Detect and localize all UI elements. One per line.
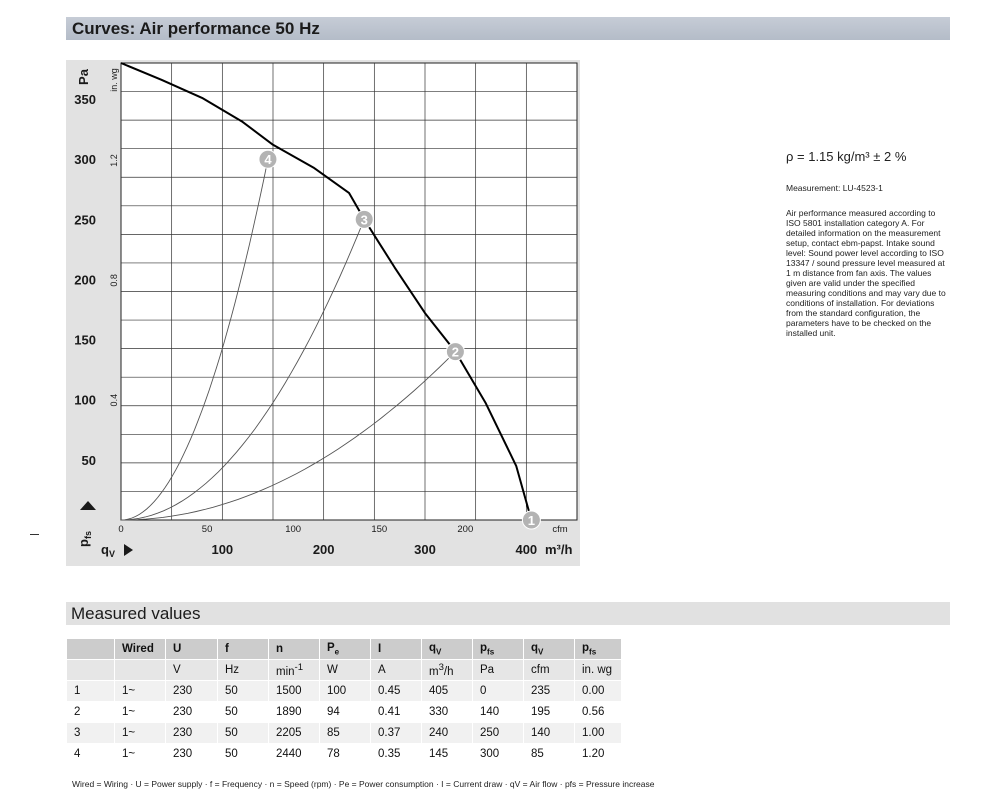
x-tick-label-cfm: 0 — [118, 524, 124, 535]
unit-u: V — [166, 660, 217, 680]
x-tick-label-cfm: 150 — [371, 524, 388, 535]
cell: 0.37 — [371, 723, 421, 743]
cell: 195 — [524, 702, 574, 722]
cell: 100 — [320, 681, 370, 701]
cell: 330 — [422, 702, 472, 722]
measurement-description: Air performance measured according to ISO 5801 installation category A. For detailed information on the measurement setup, contact ebm-papst. Intake sound level: Sound power level according to ISO 13347 / sound pressure level measured at 1 m distance from fan axis. The values given are valid under the specified measuring conditions and may vary due to conditions of installation. For deviations from the standard configuration, the parameters have to be checked on the installed unit. — [786, 208, 946, 338]
x-axis-label-m3h: m³/h — [545, 542, 573, 557]
cell: 2 — [67, 702, 114, 722]
operating-point-label-3: 3 — [360, 212, 368, 228]
table-row — [67, 681, 621, 701]
col-pfs-inwg-header: $p_{fs}$ — [575, 639, 621, 659]
col-i-header: I — [371, 639, 421, 659]
table-unit-row — [67, 660, 621, 680]
table-row — [67, 744, 621, 764]
measured-header — [66, 602, 950, 625]
col-f-header: f — [218, 639, 268, 659]
density-note: ρ = 1.15 kg/m³ ± 2 % — [786, 149, 907, 164]
cell: 2440 — [269, 744, 319, 764]
cell: 1.20 — [575, 744, 621, 764]
cell: 50 — [218, 681, 268, 701]
cell: 405 — [422, 681, 472, 701]
cell: 2205 — [269, 723, 319, 743]
cell: 230 — [166, 744, 217, 764]
cell: 230 — [166, 702, 217, 722]
cell: 140 — [473, 702, 523, 722]
col-pe-header: $P_e$ — [320, 639, 370, 659]
x-axis-symbol-subscript: V — [108, 549, 115, 559]
cell: 50 — [218, 744, 268, 764]
cell: 240 — [422, 723, 472, 743]
cell: 235 — [524, 681, 574, 701]
curves-title: Curves: Air performance 50 Hz — [72, 19, 320, 38]
cell: 1500 — [269, 681, 319, 701]
cell: 1~ — [115, 702, 165, 722]
y-tick-label-pa: 250 — [74, 212, 96, 228]
cell: 0.45 — [371, 681, 421, 701]
y-axis-label-pa: Pa — [76, 69, 91, 85]
cell: 50 — [218, 702, 268, 722]
table-row — [67, 702, 621, 722]
x-tick-label-m3h: 200 — [312, 542, 335, 557]
cell: 0.56 — [575, 702, 621, 722]
x-axis-symbol-qv: $q_V$ — [101, 542, 115, 559]
unit-qv-m3h: $m^3/h$ — [422, 660, 472, 680]
col-wired-header: Wired — [115, 639, 165, 659]
cell: 145 — [422, 744, 472, 764]
cell: 1 — [67, 681, 114, 701]
col-pfs-pa-header: $p_{fs}$ — [473, 639, 523, 659]
operating-point-label-4: 4 — [264, 152, 272, 168]
table-header-row — [67, 639, 621, 659]
x-tick-label-m3h: 100 — [211, 542, 234, 557]
unit-qv-cfm: cfm — [524, 660, 574, 680]
table-row — [67, 723, 621, 743]
x-tick-label-m3h: 300 — [414, 542, 436, 557]
unit-index — [67, 660, 114, 680]
unit-pfs-pa: Pa — [473, 660, 523, 680]
y-axis-symbol-subscript: fs — [83, 531, 93, 540]
air-performance-chart — [66, 60, 580, 566]
cell: 0.41 — [371, 702, 421, 722]
y-tick-label-pa: 300 — [74, 152, 96, 168]
cell: 0 — [473, 681, 523, 701]
margin-dash — [30, 534, 39, 535]
y-axis-label-inwg: in. wg — [109, 68, 119, 92]
cell: 1890 — [269, 702, 319, 722]
x-tick-label-cfm: 50 — [201, 524, 213, 535]
curves-header — [66, 17, 950, 40]
y-axis-symbol-pfs: $p_{fs}$ — [76, 531, 93, 547]
cell: 1~ — [115, 723, 165, 743]
y-tick-label-pa: 100 — [74, 392, 96, 408]
cell: 3 — [67, 723, 114, 743]
cell: 94 — [320, 702, 370, 722]
y-tick-label-pa: 350 — [74, 92, 96, 108]
cell: 300 — [473, 744, 523, 764]
col-index-header — [67, 639, 114, 659]
unit-wired — [115, 660, 165, 680]
unit-pfs-inwg: in. wg — [575, 660, 621, 680]
operating-point-label-2: 2 — [451, 344, 460, 360]
cell: 1.00 — [575, 723, 621, 743]
measurement-id: Measurement: LU-4523-1 — [786, 183, 883, 193]
unit-i: A — [371, 660, 421, 680]
y-tick-label-pa: 150 — [74, 332, 96, 348]
cell: 85 — [524, 744, 574, 764]
measured-values-table — [66, 638, 622, 765]
y-tick-label-inwg: 0.8 — [109, 274, 119, 287]
col-qv-cfm-header: $q_V$ — [524, 639, 574, 659]
x-axis-label-cfm: cfm — [552, 524, 568, 535]
cell: 78 — [320, 744, 370, 764]
col-n-header: n — [269, 639, 319, 659]
x-tick-label-cfm: 200 — [457, 524, 474, 535]
measured-title: Measured values — [71, 604, 201, 623]
col-qv-m3h-header: $q_V$ — [422, 639, 472, 659]
y-tick-label-inwg: 0.4 — [109, 393, 119, 407]
operating-point-label-1: 1 — [527, 513, 536, 528]
col-u-header: U — [166, 639, 217, 659]
y-tick-label-pa: 50 — [81, 452, 96, 468]
cell: 1~ — [115, 744, 165, 764]
cell: 140 — [524, 723, 574, 743]
unit-pe: W — [320, 660, 370, 680]
y-tick-label-inwg: 1.2 — [109, 154, 119, 167]
unit-f: Hz — [218, 660, 268, 680]
cell: 250 — [473, 723, 523, 743]
cell: 0.35 — [371, 744, 421, 764]
cell: 85 — [320, 723, 370, 743]
table-legend: Wired = Wiring · U = Power supply · f = Frequency · n = Speed (rpm) · Pe = Power consumption · I = Current draw · qV = Air flow · pfs = Pressure increase — [72, 779, 655, 789]
cell: 0.00 — [575, 681, 621, 701]
cell: 1~ — [115, 681, 165, 701]
x-tick-label-m3h: 400 — [515, 542, 538, 557]
cell: 230 — [166, 681, 217, 701]
cell: 230 — [166, 723, 217, 743]
cell: 50 — [218, 723, 268, 743]
y-tick-label-pa: 200 — [74, 272, 96, 288]
unit-n: $\min^{-1}$ — [269, 660, 319, 680]
x-tick-label-cfm: 100 — [285, 524, 302, 535]
cell: 4 — [67, 744, 114, 764]
